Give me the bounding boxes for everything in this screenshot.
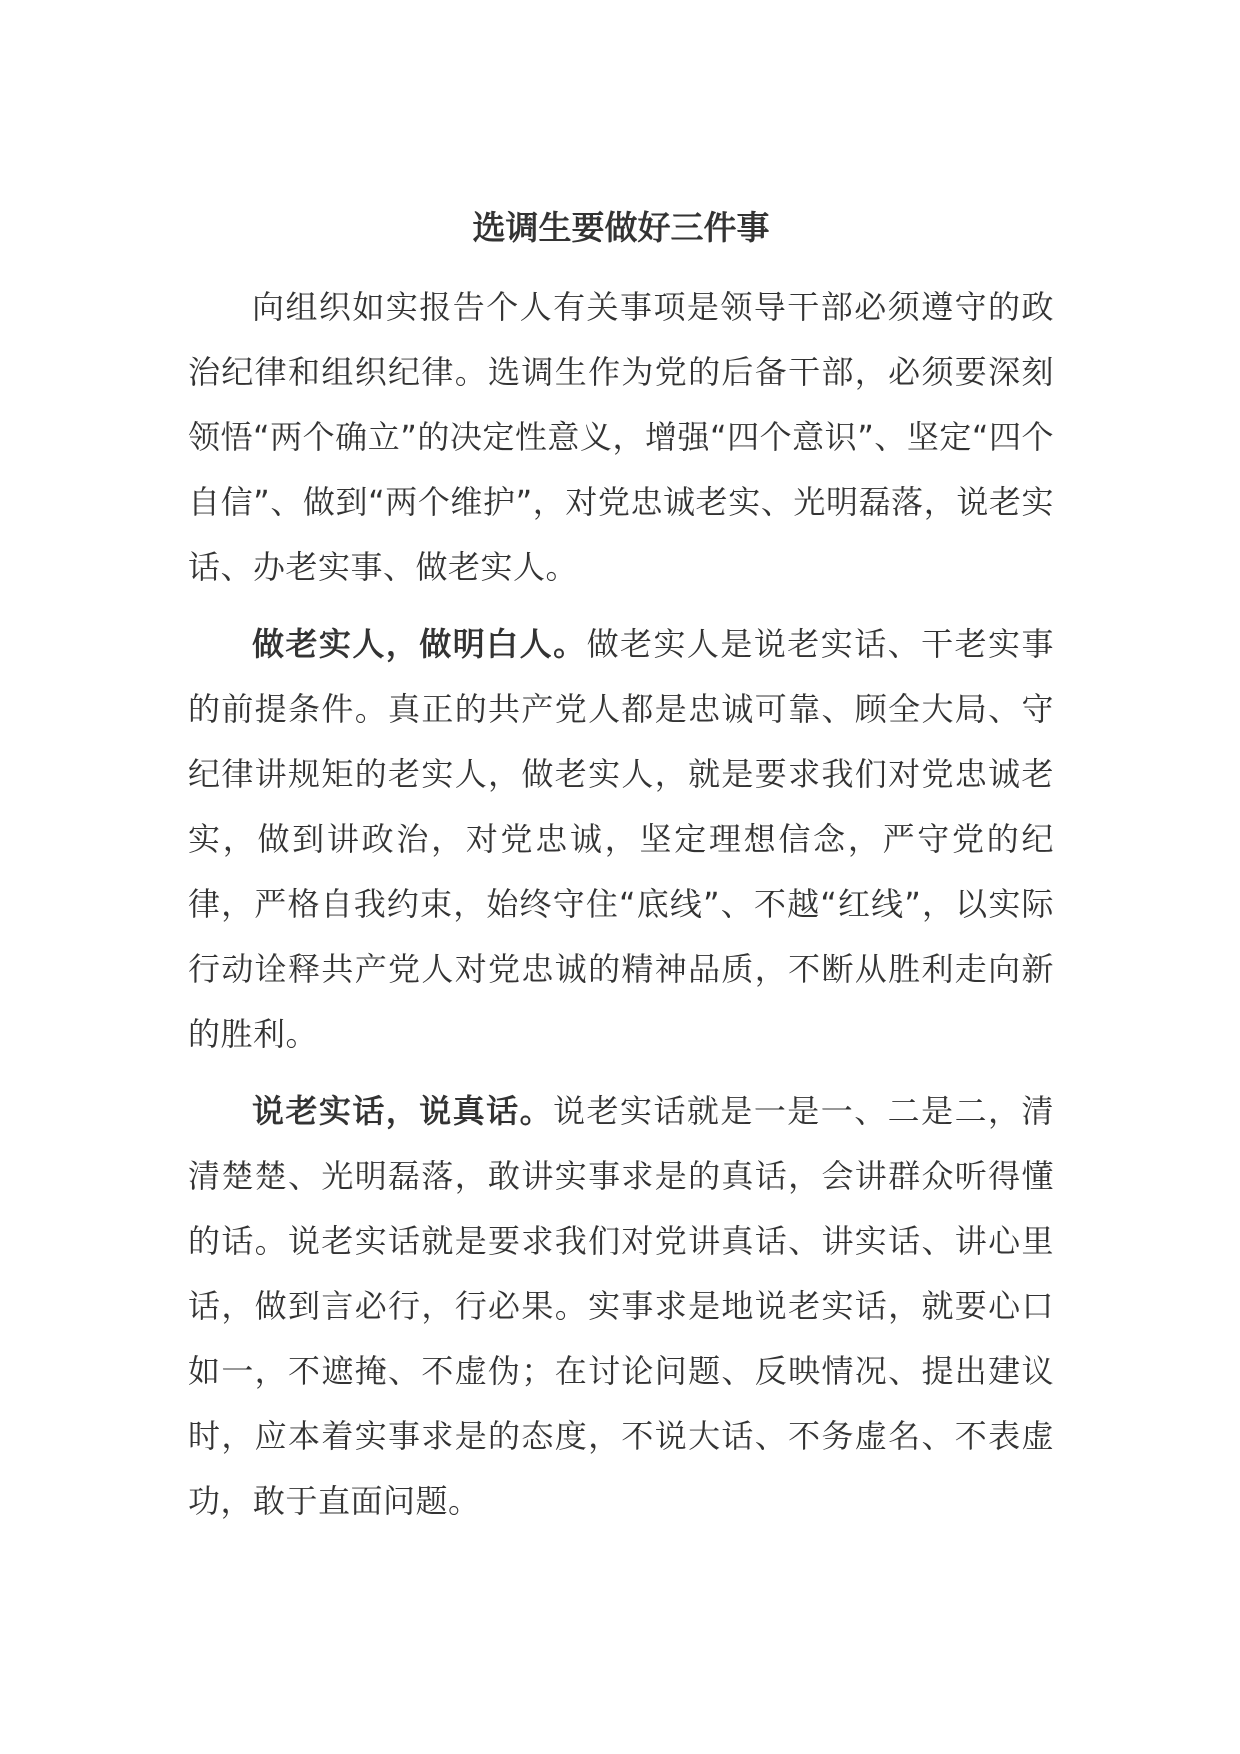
paragraph-intro-text: 向组织如实报告个人有关事项是领导干部必须遵守的政治纪律和组织纪律。选调生作为党的后备干部，必须要深刻领悟“两个确立”的决定性意义，增强“四个意识”、坚定“四个自信”、做到“两个维护”，对党忠诚老实、光明磊落，说老实话、办老实事、做老实人。: [188, 288, 1054, 586]
paragraph-honest-person-lead: 做老实人，做明白人。: [252, 625, 587, 663]
paragraph-honest-person: [188, 612, 1054, 1067]
paragraph-honest-words: [188, 1079, 1054, 1534]
document-title: 选调生要做好三件事: [472, 208, 770, 247]
paragraph-intro: [188, 275, 1054, 600]
paragraph-honest-person-text: 做老实人是说老实话、干老实事的前提条件。真正的共产党人都是忠诚可靠、顾全大局、守纪律讲规矩的老实人，做老实人，就是要求我们对党忠诚老实，做到讲政治，对党忠诚，坚定理想信念，严守党的纪律，严格自我约束，始终守住“底线”、不越“红线”，以实际行动诠释共产党人对党忠诚的精神品质，不断从胜利走向新的胜利。: [188, 625, 1054, 1053]
document-page: [188, 205, 1054, 1546]
paragraph-honest-words-text: 说老实话就是一是一、二是二，清清楚楚、光明磊落，敢讲实事求是的真话，会讲群众听得懂的话。说老实话就是要求我们对党讲真话、讲实话、讲心里话，做到言必行，行必果。实事求是地说老实话，就要心口如一，不遮掩、不虚伪；在讨论问题、反映情况、提出建议时，应本着实事求是的态度，不说大话、不务虚名、不表虚功，敢于直面问题。: [188, 1092, 1054, 1520]
paragraph-honest-words-lead: 说老实话，说真话。: [252, 1092, 554, 1130]
